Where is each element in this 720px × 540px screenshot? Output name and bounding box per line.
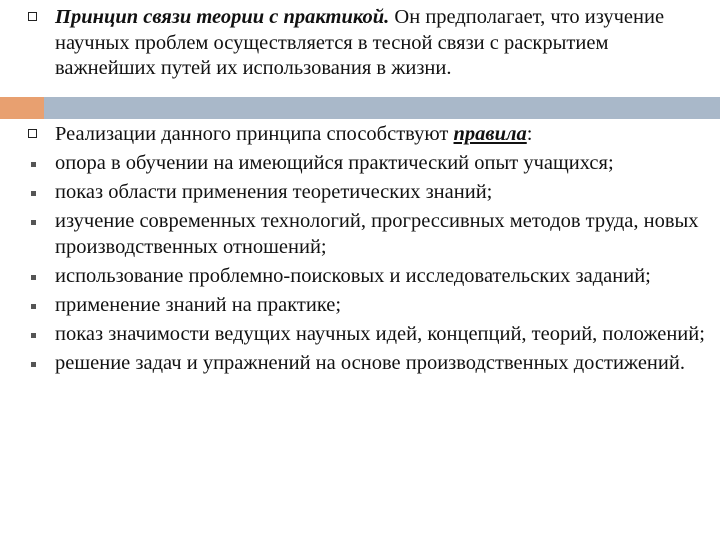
square-dot-bullet-icon: [31, 304, 36, 309]
square-bullet-icon: [28, 12, 37, 21]
square-dot-bullet-icon: [31, 162, 36, 167]
principle-paragraph: [28, 5, 708, 82]
list-item: [28, 264, 708, 290]
rules-section: [28, 122, 708, 376]
section-divider: [0, 97, 720, 119]
list-item: [28, 180, 708, 206]
list-item: [28, 293, 708, 319]
square-dot-bullet-icon: [31, 191, 36, 196]
list-item: [28, 209, 708, 260]
list-item: [28, 151, 708, 177]
list-item-text: использование проблемно-поисковых и исследовательских заданий;: [55, 264, 651, 287]
principle-text: Он предполагает, что изучение научных проблем осуществляется в тесной связи с раскрытием важнейших путей их использования в жизни.: [55, 6, 665, 79]
rules-intro-text: Реализации данного принципа способствуют: [55, 123, 454, 145]
square-dot-bullet-icon: [31, 362, 36, 367]
divider-bar-blue: [44, 97, 720, 119]
rules-intro-colon: :: [526, 123, 533, 145]
list-item: [28, 351, 708, 377]
principle-title: Принцип связи теории с практикой.: [55, 6, 390, 28]
list-item-text: опора в обучении на имеющийся практический опыт учащихся;: [55, 152, 614, 174]
principle-section: [28, 5, 708, 82]
list-item-text: показ значимости ведущих научных идей, концепций, теорий, положений;: [55, 322, 705, 345]
square-dot-bullet-icon: [31, 220, 36, 225]
list-item-text: показ области применения теоретических знаний;: [55, 181, 493, 203]
list-item-text: изучение современных технологий, прогрессивных методов труда, новых производственных отношений;: [55, 210, 699, 258]
square-dot-bullet-icon: [31, 333, 36, 338]
list-item-text: решение задач и упражнений на основе производственных достижений.: [55, 351, 685, 374]
rules-intro: [28, 122, 708, 148]
list-item: [28, 322, 708, 348]
divider-accent-orange: [0, 97, 44, 119]
square-dot-bullet-icon: [31, 275, 36, 280]
square-bullet-icon: [28, 129, 37, 138]
list-item-text: применение знаний на практике;: [55, 293, 342, 316]
rules-keyword: правила: [453, 123, 527, 145]
